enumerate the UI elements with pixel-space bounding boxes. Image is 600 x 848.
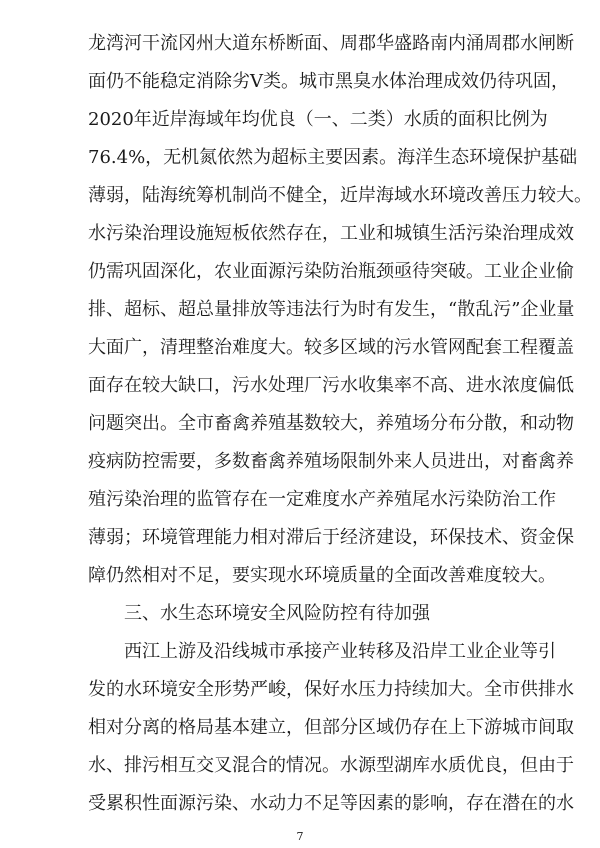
text-line: 薄弱；环境管理能力相对滞后于经济建设，环保技术、资金保 xyxy=(88,527,574,548)
text-line: 2020年近岸海域年均优良（一、二类）水质的面积比例为 xyxy=(88,109,548,130)
page-number: 7 xyxy=(296,830,304,843)
text-line: 殖污染治理的监管存在一定难度水产养殖尾水污染防治工作 xyxy=(88,489,556,510)
section-heading: 三、水生态环境安全风险防控有待加强 xyxy=(124,603,430,624)
text-line: 问题突出。全市畜禽养殖基数较大，养殖场分布分散，和动物 xyxy=(88,413,574,434)
text-line: 大面广，清理整治难度大。较多区域的污水管网配套工程覆盖 xyxy=(88,337,574,358)
text-line: 水污染治理设施短板依然存在，工业和城镇生活污染治理成效 xyxy=(88,223,574,244)
text-line: 面存在较大缺口，污水处理厂污水收集率不高、进水浓度偏低 xyxy=(88,375,574,396)
text-line: 薄弱，陆海统筹机制尚不健全，近岸海域水环境改善压力较大。 xyxy=(88,185,592,206)
text-line: 受累积性面源污染、水动力不足等因素的影响，存在潜在的水 xyxy=(88,793,574,814)
text-line: 障仍然相对不足，要实现水环境质量的全面改善难度较大。 xyxy=(88,565,556,586)
text-line: 仍需巩固深化，农业面源污染防治瓶颈亟待突破。工业企业偷 xyxy=(88,261,574,282)
text-line: 水、排污相互交叉混合的情况。水源型湖库水质优良，但由于 xyxy=(88,755,574,776)
text-line: 龙湾河干流冈州大道东桥断面、周郡华盛路南内涌周郡水闸断 xyxy=(88,33,574,54)
text-line: 相对分离的格局基本建立，但部分区域仍存在上下游城市间取 xyxy=(88,717,574,738)
text-line: 76.4%，无机氮依然为超标主要因素。海洋生态环境保护基础 xyxy=(88,147,578,168)
text-line: 疫病防控需要，多数畜禽养殖场限制外来人员进出，对畜禽养 xyxy=(88,451,574,472)
text-line: 面仍不能稳定消除劣V类。城市黑臭水体治理成效仍待巩固， xyxy=(88,71,569,92)
text-line: 发的水环境安全形势严峻，保好水压力持续加大。全市供排水 xyxy=(88,679,574,700)
text-line: 排、超标、超总量排放等违法行为时有发生，“散乱污”企业量 xyxy=(88,299,575,320)
text-line: 西江上游及沿线城市承接产业转移及沿岸工业企业等引 xyxy=(124,641,556,662)
